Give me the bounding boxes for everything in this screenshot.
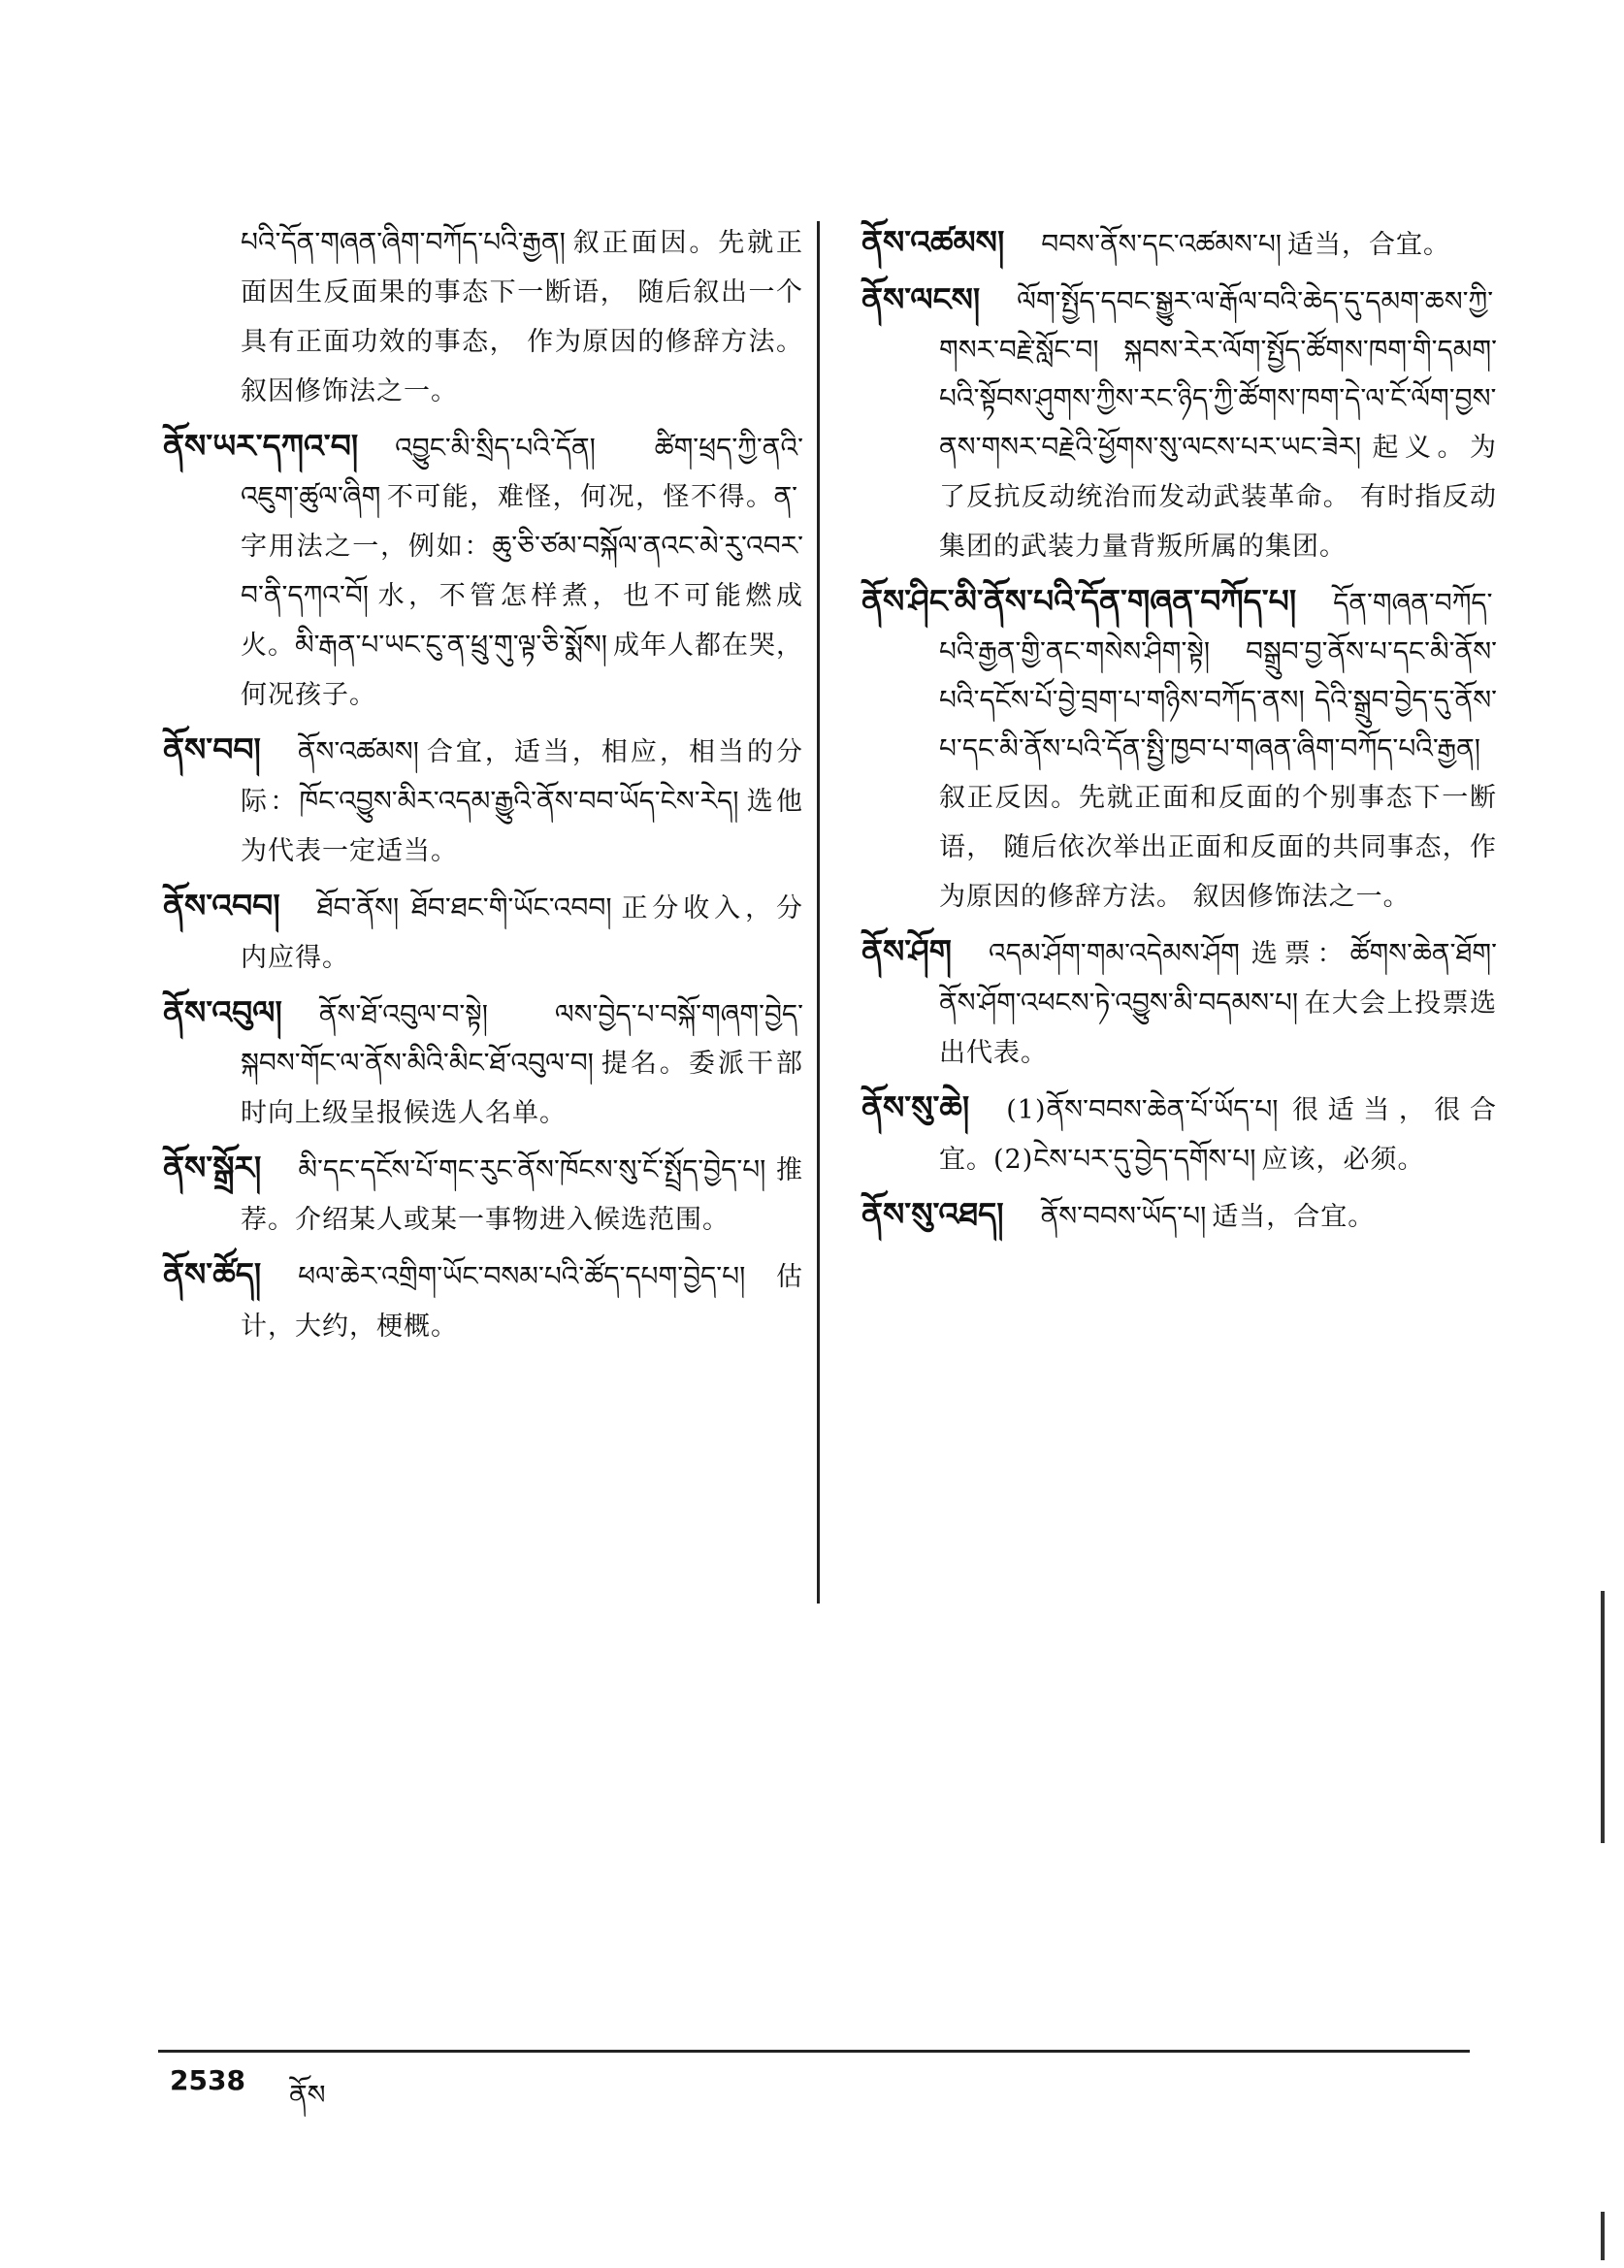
- tibetan-definition: ཆུ་ཅི་ཙམ་བསྐོལ་ནའང་མེ་རུ་འབར་བ་ནི་དཀའ་བོ།: [241, 530, 803, 611]
- chinese-translation: 应该，必须。: [1261, 1145, 1425, 1175]
- tibetan-definition: ནོས་བབས་ཡོད་པ།: [1040, 1200, 1207, 1232]
- chinese-translation: 不可能，难怪，何况，怪不得。: [386, 482, 774, 512]
- headword: ནོས་འབབ།: [163, 887, 280, 924]
- tibetan-definition: ནོས་ཐོ་འབུལ་བ་སྟེ། ལས་བྱེད་པ་བསྐོ་གཞག་བྱེད་སྐབས་གོང་ལ་ནོས་མིའི་མིང་ཐོ་འབུལ་བ།: [241, 998, 803, 1079]
- tibetan-definition: ཁོང་འབྱུས་མིར་འདམ་རྒྱུའི་ནོས་བབ་ཡོད་ངེས་རེད།: [299, 785, 739, 817]
- dictionary-entry: [163, 882, 803, 983]
- entry-continuation: [163, 218, 803, 416]
- chinese-translation: 很适当，很合宜。(2): [939, 1095, 1497, 1175]
- chinese-translation: 提名。委派干部时向上级呈报候选人名单。: [241, 1049, 803, 1128]
- tibetan-definition: བབས་ནོས་དང་འཚམས་པ།: [1041, 228, 1282, 260]
- dictionary-entry: [861, 218, 1497, 270]
- running-head: ནོས: [289, 2079, 326, 2111]
- tibetan-definition: ཕལ་ཆེར་འགྲིག་ཡོང་བསམ་པའི་ཚོད་དཔག་བྱེད་པ།: [298, 1260, 746, 1292]
- tibetan-definition: འབྱུང་མི་སྲིད་པའི་དོན། ཚིག་ཕྲད་ཀྱི་ནའི་འཇུག་ཚུལ་ཞིག: [241, 432, 803, 512]
- headword: ནོས་ཚོད།: [163, 1255, 262, 1293]
- chinese-translation: 叙正反因。先就正面和反面的个别事态下一断语， 随后依次举出正面和反面的共同事态，作为原因的修辞方法。 叙因修饰法之一。: [939, 783, 1497, 912]
- tibetan-definition: དོན་གཞན་བཀོད་པའི་རྒྱན་གྱི་ནང་གསེས་ཤིག་སྟེ། བསྒྲུབ་བྱ་ནོས་པ་དང་མི་ནོས་པའི་དངོས་པོ་བྱེ་བྲག་པ་གཉིས་བཀོད་ནས། དེའི་སྒྲུབ་བྱེད་དུ་ནོས་པ་དང་མི་ནོས་པའི་དོན་སྤྱི་ཁྱབ་པ་གཞན་ཞིག་བཀོད་པའི་རྒྱན།: [939, 587, 1497, 764]
- dictionary-entry: [861, 1190, 1497, 1242]
- headword: ནོས་སྒྲོར།: [163, 1149, 262, 1186]
- headword: ནོས་བབ།: [163, 730, 261, 768]
- tibetan-definition: ལོག་སྤྱོད་དབང་སྒྱུར་ལ་རྒོལ་བའི་ཆེད་དུ་དམག་ཆས་ཀྱི་གསར་བརྗེ་སློང་བ། སྐབས་རེར་ལོག་སྤྱོད་ཚོགས་ཁག་གི་དམག་པའི་སྟོབས་ཤུགས་ཀྱིས་རང་ཉིད་ཀྱི་ཚོགས་ཁག་དེ་ལ་ངོ་ལོག་བྱས་ནས་གསར་བརྗེའི་ཕྱོགས་སུ་ལངས་པར་ཡང་ཟེར།: [939, 285, 1497, 463]
- chinese-translation: 起义。为了反抗反动统治而发动武装革命。 有时指反动集团的武装力量背叛所属的集团。: [939, 433, 1497, 562]
- column-divider: [817, 221, 820, 1604]
- dictionary-entry: [163, 1144, 803, 1245]
- scan-edge-mark: [1601, 2212, 1605, 2260]
- headword: ནོས་སུ་ཆེ།: [861, 1088, 970, 1126]
- dictionary-entry: [861, 1084, 1497, 1184]
- headword: ནོས་སུ་འཐད།: [861, 1195, 1004, 1233]
- headword: ནོས་ཤོག: [861, 932, 952, 970]
- tibetan-definition: མི་རྒན་པ་ཡང་ངུ་ན་ཕྲུ་གུ་ལྟ་ཅི་སྨོས།: [295, 629, 607, 661]
- chinese-translation: 成年人都在哭，何况孩子。: [241, 631, 804, 710]
- tibetan-definition: ཚོགས་ཆེན་ཐོག་ནོས་ཤོག་འཕངས་ཏེ་འབྱུས་མི་བདམས་པ།: [939, 937, 1497, 1019]
- dictionary-entry: [861, 927, 1497, 1078]
- page-number: 2538: [170, 2064, 245, 2096]
- right-column: [861, 218, 1497, 1247]
- chinese-translation: 适当，合宜。: [1287, 230, 1450, 260]
- headword: ནོས་འཚམས།: [861, 223, 1005, 261]
- dictionary-entry: [163, 726, 803, 876]
- chinese-translation: 估计，大约，梗概。: [241, 1262, 803, 1342]
- chinese-translation: 推荐。介绍某人或某一事物进入候选范围。: [241, 1155, 803, 1235]
- headword: ནོས་ཤིང་མི་ནོས་པའི་དོན་གཞན་བཀོད་པ།: [861, 582, 1297, 620]
- chinese-translation: 选票：: [1245, 939, 1350, 969]
- dictionary-entry: [163, 988, 803, 1138]
- headword: ནོས་ལངས།: [861, 280, 981, 318]
- tibetan-definition: ངེས་པར་དུ་བྱེད་དགོས་པ།: [1033, 1143, 1256, 1175]
- left-column: [163, 218, 803, 1357]
- tibetan-definition: ནོས་འཚམས།: [297, 735, 419, 767]
- scan-edge-mark: [1601, 1591, 1605, 1843]
- chinese-translation: 在大会上投票选出代表。: [939, 988, 1497, 1068]
- chinese-translation: 合宜，适当，相应，相当的分际：: [241, 737, 803, 817]
- chinese-translation: 水，不管怎样煮，也不可能燃成火。: [241, 581, 803, 661]
- dictionary-entry: [163, 422, 803, 720]
- tibetan-definition: མི་དང་དངོས་པོ་གང་རུང་ནོས་ཁོངས་སུ་ངོ་སྤྲོད་བྱེད་པ།: [298, 1153, 766, 1185]
- tibetan-definition: པའི་དོན་གཞན་ཞིག་བཀོད་པའི་རྒྱན།: [241, 226, 566, 258]
- chinese-translation: (1): [1006, 1095, 1047, 1125]
- tibetan-definition: ན་: [773, 480, 797, 512]
- dictionary-entry: [861, 577, 1497, 922]
- chinese-translation: 字用法之一，例如：: [241, 532, 493, 562]
- tibetan-definition: ཐོབ་ནོས། ཐོབ་ཐང་གི་ཡོང་འབབ།: [316, 891, 612, 923]
- chinese-translation: 叙正面因。先就正面因生反面果的事态下一断语， 随后叙出一个具有正面功效的事态， 作为原因的修辞方法。叙因修饰法之一。: [241, 228, 803, 406]
- tibetan-definition: འདམ་ཤོག་གམ་འདེམས་ཤོག: [989, 937, 1240, 969]
- chinese-translation: 选他为代表一定适当。: [241, 787, 803, 866]
- footer-rule: [158, 2050, 1470, 2053]
- chinese-translation: 正分收入，分内应得。: [241, 893, 803, 973]
- chinese-translation: 适当，合宜。: [1212, 1202, 1376, 1232]
- dictionary-entry: [163, 1250, 803, 1351]
- dictionary-entry: [861, 275, 1497, 571]
- headword: ནོས་ཡར་དཀའ་བ།: [163, 427, 359, 465]
- tibetan-definition: ནོས་བབས་ཆེན་པོ་ཡོད་པ།: [1046, 1093, 1279, 1125]
- headword: ནོས་འབུལ།: [163, 993, 282, 1031]
